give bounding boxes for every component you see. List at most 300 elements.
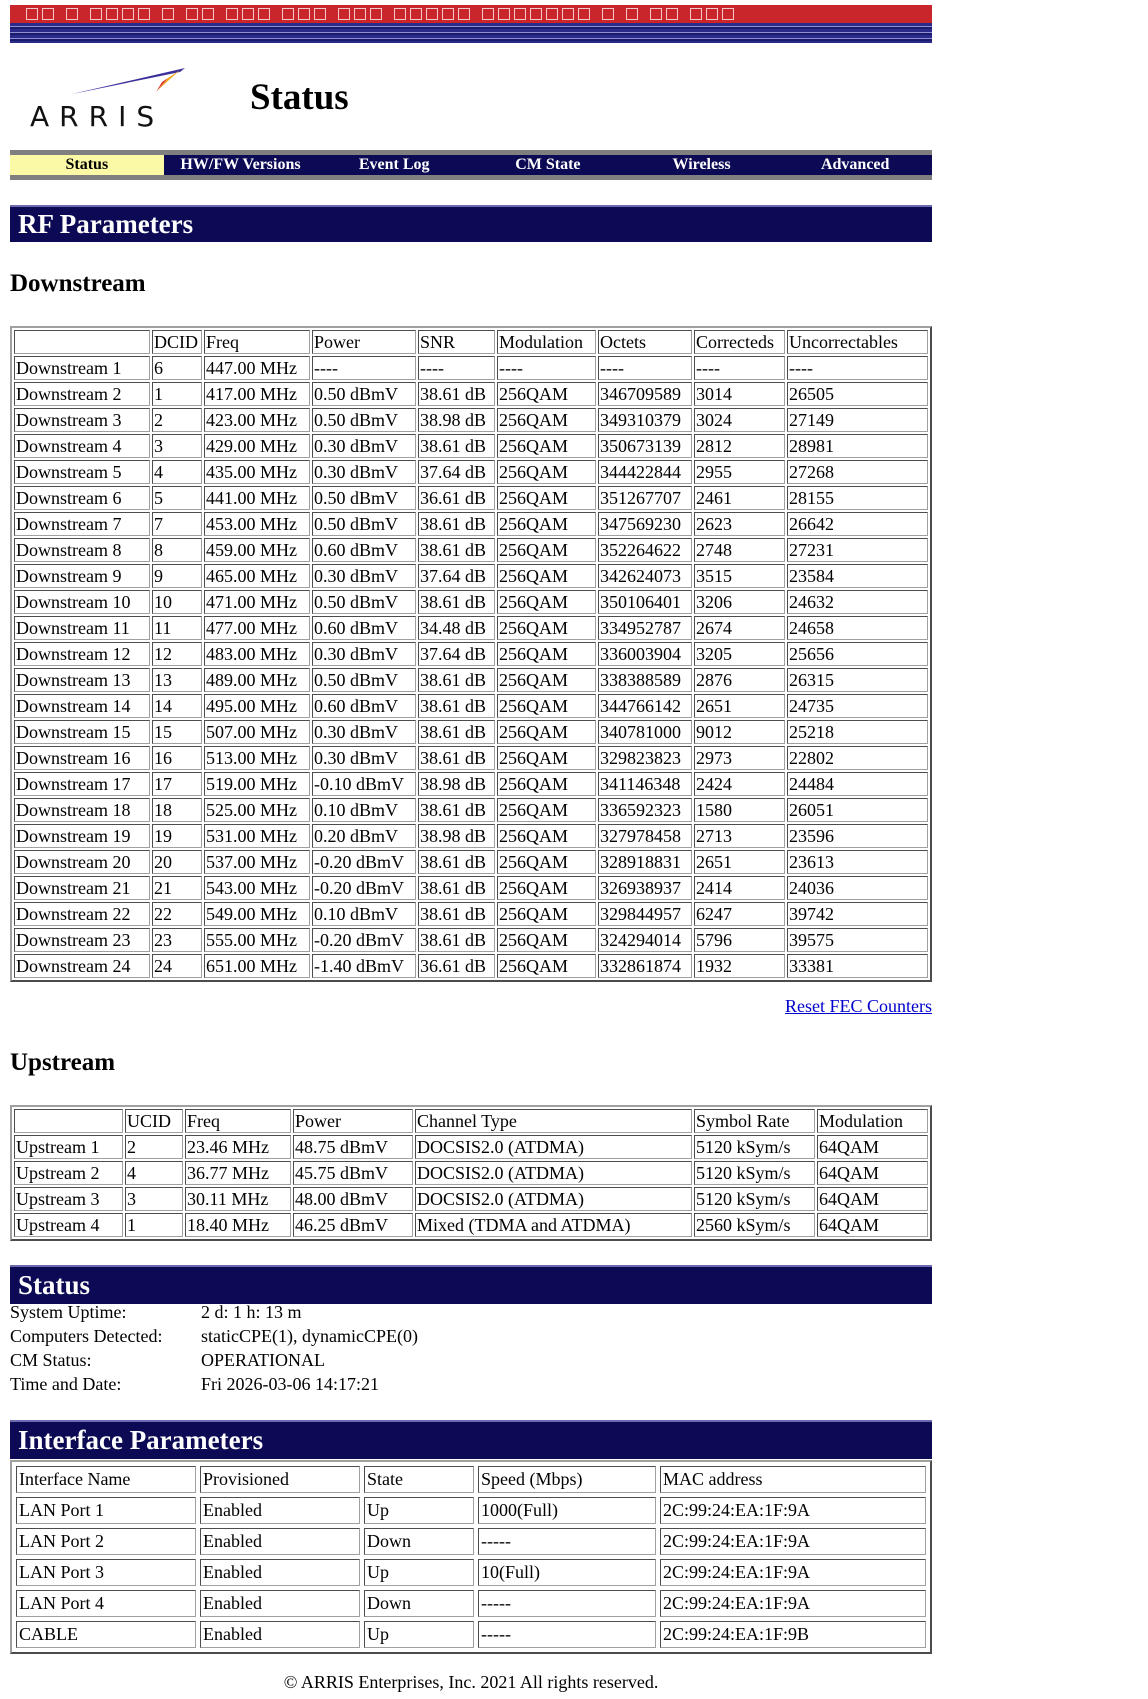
downstream-cell: 435.00 MHz bbox=[204, 460, 310, 484]
banner-square bbox=[162, 8, 174, 20]
table-row bbox=[14, 642, 928, 666]
downstream-cell: 352264622 bbox=[598, 538, 692, 562]
downstream-cell: ---- bbox=[694, 356, 785, 380]
interface-cell: Enabled bbox=[200, 1621, 360, 1648]
downstream-cell: ---- bbox=[497, 356, 596, 380]
upstream-cell: 64QAM bbox=[817, 1187, 928, 1211]
downstream-cell: 256QAM bbox=[497, 824, 596, 848]
downstream-cell: 256QAM bbox=[497, 954, 596, 978]
downstream-cell: 471.00 MHz bbox=[204, 590, 310, 614]
status-label: System Uptime: bbox=[10, 1302, 127, 1322]
upstream-cell: DOCSIS2.0 (ATDMA) bbox=[415, 1187, 692, 1211]
upstream-cell: 5120 kSym/s bbox=[694, 1187, 815, 1211]
downstream-cell: -1.40 dBmV bbox=[312, 954, 416, 978]
downstream-cell: Downstream 3 bbox=[14, 408, 150, 432]
banner-pattern bbox=[10, 5, 932, 23]
banner-square bbox=[26, 8, 38, 20]
upstream-cell: DOCSIS2.0 (ATDMA) bbox=[415, 1161, 692, 1185]
downstream-cell: 417.00 MHz bbox=[204, 382, 310, 406]
downstream-cell: 256QAM bbox=[497, 850, 596, 874]
table-row bbox=[14, 798, 928, 822]
downstream-cell: 24036 bbox=[787, 876, 928, 900]
downstream-cell: 351267707 bbox=[598, 486, 692, 510]
downstream-cell: 0.50 dBmV bbox=[312, 590, 416, 614]
interface-cell: 10(Full) bbox=[478, 1559, 656, 1586]
downstream-cell: Downstream 1 bbox=[14, 356, 150, 380]
downstream-cell: 256QAM bbox=[497, 434, 596, 458]
downstream-heading: Downstream bbox=[10, 270, 146, 297]
downstream-cell: 26051 bbox=[787, 798, 928, 822]
downstream-cell: 37.64 dB bbox=[418, 642, 495, 666]
downstream-cell: 256QAM bbox=[497, 928, 596, 952]
interface-cell: 2C:99:24:EA:1F:9A bbox=[660, 1528, 926, 1555]
downstream-cell: 28981 bbox=[787, 434, 928, 458]
downstream-cell: 6247 bbox=[694, 902, 785, 926]
top-banner bbox=[10, 5, 932, 43]
downstream-cell: 5796 bbox=[694, 928, 785, 952]
upstream-cell: 5120 kSym/s bbox=[694, 1161, 815, 1185]
downstream-cell: 23584 bbox=[787, 564, 928, 588]
downstream-cell: Downstream 9 bbox=[14, 564, 150, 588]
downstream-cell: 24658 bbox=[787, 616, 928, 640]
upstream-cell: Power bbox=[293, 1109, 413, 1133]
downstream-cell: ---- bbox=[787, 356, 928, 380]
downstream-cell: Power bbox=[312, 330, 416, 354]
table-row bbox=[14, 356, 928, 380]
upstream-cell: DOCSIS2.0 (ATDMA) bbox=[415, 1135, 692, 1159]
downstream-cell: 38.61 dB bbox=[418, 798, 495, 822]
downstream-cell: 28155 bbox=[787, 486, 928, 510]
downstream-cell: 519.00 MHz bbox=[204, 772, 310, 796]
interface-cell: Interface Name bbox=[16, 1466, 196, 1493]
downstream-cell: 0.30 dBmV bbox=[312, 564, 416, 588]
downstream-cell: 324294014 bbox=[598, 928, 692, 952]
table-row bbox=[14, 538, 928, 562]
upstream-cell: 64QAM bbox=[817, 1161, 928, 1185]
downstream-cell: 341146348 bbox=[598, 772, 692, 796]
interface-cell: 2C:99:24:EA:1F:9A bbox=[660, 1590, 926, 1617]
table-header-row bbox=[16, 1466, 926, 1493]
table-row bbox=[14, 1135, 928, 1159]
banner-square bbox=[530, 8, 542, 20]
downstream-cell: 15 bbox=[152, 720, 202, 744]
banner-square bbox=[498, 8, 510, 20]
downstream-cell: 16 bbox=[152, 746, 202, 770]
downstream-cell: 344422844 bbox=[598, 460, 692, 484]
interface-cell: MAC address bbox=[660, 1466, 926, 1493]
status-time-date bbox=[10, 1374, 379, 1395]
main-nav bbox=[10, 150, 932, 180]
interface-cell: Enabled bbox=[200, 1497, 360, 1524]
downstream-cell: 23613 bbox=[787, 850, 928, 874]
downstream-cell: 38.98 dB bbox=[418, 772, 495, 796]
downstream-cell: 3024 bbox=[694, 408, 785, 432]
interface-cell: State bbox=[364, 1466, 474, 1493]
tab-hw-fw-versions[interactable]: HW/FW Versions bbox=[180, 156, 301, 173]
downstream-cell: 2812 bbox=[694, 434, 785, 458]
upstream-cell: Upstream 4 bbox=[14, 1213, 123, 1237]
downstream-cell: 349310379 bbox=[598, 408, 692, 432]
downstream-cell: 326938937 bbox=[598, 876, 692, 900]
downstream-cell: 256QAM bbox=[497, 668, 596, 692]
upstream-cell: Upstream 1 bbox=[14, 1135, 123, 1159]
banner-square bbox=[546, 8, 558, 20]
table-row bbox=[14, 486, 928, 510]
downstream-cell: 0.30 dBmV bbox=[312, 746, 416, 770]
table-row bbox=[14, 460, 928, 484]
downstream-cell: 332861874 bbox=[598, 954, 692, 978]
upstream-cell: 5120 kSym/s bbox=[694, 1135, 815, 1159]
banner-square bbox=[514, 8, 526, 20]
downstream-cell: 429.00 MHz bbox=[204, 434, 310, 458]
downstream-cell: 22802 bbox=[787, 746, 928, 770]
upstream-cell: Upstream 3 bbox=[14, 1187, 123, 1211]
downstream-cell: 256QAM bbox=[497, 382, 596, 406]
banner-square bbox=[106, 8, 118, 20]
downstream-cell: 2876 bbox=[694, 668, 785, 692]
status-computers-detected bbox=[10, 1326, 418, 1347]
downstream-cell: Downstream 11 bbox=[14, 616, 150, 640]
downstream-cell: ---- bbox=[312, 356, 416, 380]
page-title: Status bbox=[250, 77, 349, 118]
downstream-cell: 329823823 bbox=[598, 746, 692, 770]
downstream-cell: 531.00 MHz bbox=[204, 824, 310, 848]
table-row bbox=[14, 382, 928, 406]
downstream-cell: 5 bbox=[152, 486, 202, 510]
downstream-cell: 25218 bbox=[787, 720, 928, 744]
downstream-cell: 6 bbox=[152, 356, 202, 380]
downstream-cell: 26315 bbox=[787, 668, 928, 692]
downstream-cell: Downstream 19 bbox=[14, 824, 150, 848]
downstream-cell: -0.20 dBmV bbox=[312, 850, 416, 874]
downstream-cell: 24632 bbox=[787, 590, 928, 614]
downstream-cell: 2414 bbox=[694, 876, 785, 900]
banner-square bbox=[578, 8, 590, 20]
table-row bbox=[16, 1497, 926, 1524]
reset-fec-counters-link[interactable]: Reset FEC Counters bbox=[785, 996, 932, 1016]
upstream-cell: 46.25 dBmV bbox=[293, 1213, 413, 1237]
downstream-cell: Downstream 12 bbox=[14, 642, 150, 666]
downstream-cell: 0.60 dBmV bbox=[312, 538, 416, 562]
downstream-cell: ---- bbox=[598, 356, 692, 380]
banner-square bbox=[66, 8, 78, 20]
downstream-cell: 0.30 dBmV bbox=[312, 720, 416, 744]
table-row bbox=[14, 694, 928, 718]
banner-square bbox=[602, 8, 614, 20]
downstream-cell: 256QAM bbox=[497, 486, 596, 510]
downstream-cell: 24 bbox=[152, 954, 202, 978]
downstream-cell: 27268 bbox=[787, 460, 928, 484]
downstream-cell: 8 bbox=[152, 538, 202, 562]
downstream-cell: 24735 bbox=[787, 694, 928, 718]
status-value: staticCPE(1), dynamicCPE(0) bbox=[201, 1326, 418, 1346]
downstream-cell: 2674 bbox=[694, 616, 785, 640]
banner-square bbox=[706, 8, 718, 20]
upstream-cell: 48.00 dBmV bbox=[293, 1187, 413, 1211]
downstream-cell: 329844957 bbox=[598, 902, 692, 926]
downstream-cell: 39742 bbox=[787, 902, 928, 926]
interface-cell: ----- bbox=[478, 1528, 656, 1555]
downstream-cell: 38.98 dB bbox=[418, 824, 495, 848]
downstream-cell: 0.50 dBmV bbox=[312, 382, 416, 406]
downstream-cell: 36.61 dB bbox=[418, 954, 495, 978]
downstream-cell: Downstream 16 bbox=[14, 746, 150, 770]
downstream-cell: 13 bbox=[152, 668, 202, 692]
downstream-cell: 12 bbox=[152, 642, 202, 666]
status-header: Status bbox=[10, 1265, 932, 1304]
downstream-cell: 256QAM bbox=[497, 694, 596, 718]
downstream-cell: 256QAM bbox=[497, 876, 596, 900]
downstream-cell: 2748 bbox=[694, 538, 785, 562]
downstream-cell: 14 bbox=[152, 694, 202, 718]
downstream-cell: 0.60 dBmV bbox=[312, 694, 416, 718]
banner-square bbox=[690, 8, 702, 20]
downstream-cell: 334952787 bbox=[598, 616, 692, 640]
downstream-cell: 256QAM bbox=[497, 616, 596, 640]
interface-cell: Speed (Mbps) bbox=[478, 1466, 656, 1493]
table-row bbox=[16, 1590, 926, 1617]
banner-square bbox=[562, 8, 574, 20]
interface-cell: 2C:99:24:EA:1F:9A bbox=[660, 1497, 926, 1524]
banner-square bbox=[626, 8, 638, 20]
downstream-cell: 2461 bbox=[694, 486, 785, 510]
downstream-cell: 38.61 dB bbox=[418, 746, 495, 770]
upstream-cell: UCID bbox=[125, 1109, 183, 1133]
table-row bbox=[14, 876, 928, 900]
downstream-cell: 38.61 dB bbox=[418, 434, 495, 458]
table-row bbox=[16, 1559, 926, 1586]
interface-cell: CABLE bbox=[16, 1621, 196, 1648]
table-row bbox=[14, 616, 928, 640]
downstream-cell: -0.10 dBmV bbox=[312, 772, 416, 796]
downstream-cell: -0.20 dBmV bbox=[312, 876, 416, 900]
downstream-cell: 2 bbox=[152, 408, 202, 432]
downstream-cell: 342624073 bbox=[598, 564, 692, 588]
downstream-cell: 25656 bbox=[787, 642, 928, 666]
downstream-cell: 447.00 MHz bbox=[204, 356, 310, 380]
rf-parameters-header: RF Parameters bbox=[10, 205, 932, 242]
downstream-cell: Downstream 4 bbox=[14, 434, 150, 458]
downstream-cell: 0.50 dBmV bbox=[312, 486, 416, 510]
downstream-cell: 19 bbox=[152, 824, 202, 848]
downstream-cell: 4 bbox=[152, 460, 202, 484]
downstream-cell: Downstream 6 bbox=[14, 486, 150, 510]
interface-cell: ----- bbox=[478, 1590, 656, 1617]
status-label: Computers Detected: bbox=[10, 1326, 163, 1346]
downstream-cell: Downstream 22 bbox=[14, 902, 150, 926]
interface-parameters-header: Interface Parameters bbox=[10, 1420, 932, 1459]
downstream-cell: Correcteds bbox=[694, 330, 785, 354]
upstream-heading: Upstream bbox=[10, 1049, 116, 1076]
downstream-cell: 453.00 MHz bbox=[204, 512, 310, 536]
downstream-cell: SNR bbox=[418, 330, 495, 354]
upstream-table bbox=[10, 1105, 932, 1241]
interface-cell: Enabled bbox=[200, 1528, 360, 1555]
banner-square bbox=[186, 8, 198, 20]
banner-square bbox=[138, 8, 150, 20]
interface-cell: ----- bbox=[478, 1621, 656, 1648]
downstream-cell: 507.00 MHz bbox=[204, 720, 310, 744]
downstream-cell: Downstream 18 bbox=[14, 798, 150, 822]
downstream-cell: 3515 bbox=[694, 564, 785, 588]
downstream-cell: 1932 bbox=[694, 954, 785, 978]
downstream-cell: Downstream 10 bbox=[14, 590, 150, 614]
table-row bbox=[14, 720, 928, 744]
downstream-cell: 338388589 bbox=[598, 668, 692, 692]
table-row bbox=[14, 824, 928, 848]
downstream-cell: 38.61 dB bbox=[418, 590, 495, 614]
status-label: CM Status: bbox=[10, 1350, 92, 1370]
tab-event-log[interactable]: Event Log bbox=[358, 156, 430, 173]
downstream-cell: Downstream 7 bbox=[14, 512, 150, 536]
downstream-cell: 23596 bbox=[787, 824, 928, 848]
banner-square bbox=[42, 8, 54, 20]
banner-square bbox=[298, 8, 310, 20]
interface-cell: Down bbox=[364, 1528, 474, 1555]
downstream-cell: 3205 bbox=[694, 642, 785, 666]
table-row bbox=[14, 902, 928, 926]
downstream-cell: ---- bbox=[418, 356, 495, 380]
upstream-cell: 30.11 MHz bbox=[185, 1187, 291, 1211]
downstream-cell: 489.00 MHz bbox=[204, 668, 310, 692]
downstream-cell: 256QAM bbox=[497, 642, 596, 666]
downstream-cell: 477.00 MHz bbox=[204, 616, 310, 640]
downstream-cell: 328918831 bbox=[598, 850, 692, 874]
downstream-cell: Downstream 2 bbox=[14, 382, 150, 406]
table-row bbox=[14, 590, 928, 614]
table-row bbox=[14, 1161, 928, 1185]
downstream-cell: 3 bbox=[152, 434, 202, 458]
interface-cell: LAN Port 3 bbox=[16, 1559, 196, 1586]
interface-cell: Up bbox=[364, 1621, 474, 1648]
upstream-cell: 64QAM bbox=[817, 1213, 928, 1237]
tab-advanced[interactable]: Advanced bbox=[820, 156, 890, 173]
table-header-row bbox=[14, 330, 928, 354]
table-row bbox=[16, 1621, 926, 1648]
downstream-cell: Modulation bbox=[497, 330, 596, 354]
downstream-table bbox=[10, 326, 932, 982]
downstream-cell: 10 bbox=[152, 590, 202, 614]
downstream-cell: 2713 bbox=[694, 824, 785, 848]
banner-square bbox=[722, 8, 734, 20]
downstream-cell: 38.61 dB bbox=[418, 720, 495, 744]
banner-square bbox=[338, 8, 350, 20]
downstream-cell: 26505 bbox=[787, 382, 928, 406]
downstream-cell: 3014 bbox=[694, 382, 785, 406]
downstream-cell: 549.00 MHz bbox=[204, 902, 310, 926]
upstream-cell: 1 bbox=[125, 1213, 183, 1237]
table-row bbox=[14, 746, 928, 770]
downstream-cell: 38.61 dB bbox=[418, 382, 495, 406]
downstream-cell: 256QAM bbox=[497, 720, 596, 744]
upstream-cell: 18.40 MHz bbox=[185, 1213, 291, 1237]
downstream-cell: 37.64 dB bbox=[418, 564, 495, 588]
interface-cell: 1000(Full) bbox=[478, 1497, 656, 1524]
banner-square bbox=[90, 8, 102, 20]
downstream-cell: 256QAM bbox=[497, 460, 596, 484]
upstream-cell: 48.75 dBmV bbox=[293, 1135, 413, 1159]
downstream-cell: 256QAM bbox=[497, 902, 596, 926]
downstream-cell: 9 bbox=[152, 564, 202, 588]
banner-square bbox=[282, 8, 294, 20]
upstream-cell: 64QAM bbox=[817, 1135, 928, 1159]
banner-square bbox=[258, 8, 270, 20]
downstream-cell: 256QAM bbox=[497, 798, 596, 822]
downstream-cell: 346709589 bbox=[598, 382, 692, 406]
downstream-cell: 9012 bbox=[694, 720, 785, 744]
arris-logo bbox=[30, 64, 205, 130]
downstream-cell: Downstream 17 bbox=[14, 772, 150, 796]
downstream-cell: Downstream 20 bbox=[14, 850, 150, 874]
banner-square bbox=[394, 8, 406, 20]
downstream-cell: 256QAM bbox=[497, 408, 596, 432]
downstream-cell: 0.30 dBmV bbox=[312, 460, 416, 484]
copyright-footer: © ARRIS Enterprises, Inc. 2021 All rights reserved. bbox=[283, 1672, 659, 1692]
downstream-cell: 38.61 dB bbox=[418, 876, 495, 900]
upstream-cell: Freq bbox=[185, 1109, 291, 1133]
tab-wireless[interactable]: Wireless bbox=[672, 156, 731, 173]
downstream-cell: 555.00 MHz bbox=[204, 928, 310, 952]
banner-square bbox=[410, 8, 422, 20]
downstream-cell: 38.61 dB bbox=[418, 512, 495, 536]
banner-square bbox=[666, 8, 678, 20]
upstream-cell: 4 bbox=[125, 1161, 183, 1185]
downstream-cell: 38.61 dB bbox=[418, 694, 495, 718]
interface-cell: Provisioned bbox=[200, 1466, 360, 1493]
downstream-cell: 256QAM bbox=[497, 512, 596, 536]
downstream-cell: Downstream 14 bbox=[14, 694, 150, 718]
downstream-cell: Octets bbox=[598, 330, 692, 354]
svg-text:ARRIS: ARRIS bbox=[30, 100, 165, 130]
status-system-uptime bbox=[10, 1302, 302, 1323]
downstream-cell: 38.61 dB bbox=[418, 850, 495, 874]
upstream-cell bbox=[14, 1109, 123, 1133]
banner-square bbox=[202, 8, 214, 20]
downstream-cell: 0.60 dBmV bbox=[312, 616, 416, 640]
upstream-cell: Channel Type bbox=[415, 1109, 692, 1133]
tab-status[interactable]: Status bbox=[10, 155, 164, 175]
downstream-cell: 0.30 dBmV bbox=[312, 434, 416, 458]
downstream-cell: 0.10 dBmV bbox=[312, 798, 416, 822]
status-value: Fri 2026-03-06 14:17:21 bbox=[201, 1374, 379, 1394]
upstream-cell: Modulation bbox=[817, 1109, 928, 1133]
downstream-cell: 350106401 bbox=[598, 590, 692, 614]
upstream-cell: 2560 kSym/s bbox=[694, 1213, 815, 1237]
downstream-cell: 38.61 dB bbox=[418, 538, 495, 562]
downstream-cell: 327978458 bbox=[598, 824, 692, 848]
interface-cell: 2C:99:24:EA:1F:9A bbox=[660, 1559, 926, 1586]
downstream-cell: Downstream 15 bbox=[14, 720, 150, 744]
downstream-cell: 1580 bbox=[694, 798, 785, 822]
upstream-cell: 2 bbox=[125, 1135, 183, 1159]
banner-square bbox=[354, 8, 366, 20]
interface-cell: LAN Port 1 bbox=[16, 1497, 196, 1524]
downstream-cell: 21 bbox=[152, 876, 202, 900]
downstream-cell: 0.30 dBmV bbox=[312, 642, 416, 666]
banner-square bbox=[442, 8, 454, 20]
downstream-cell: 336592323 bbox=[598, 798, 692, 822]
downstream-cell: 38.61 dB bbox=[418, 928, 495, 952]
tab-cm-state[interactable]: CM State bbox=[515, 156, 581, 173]
downstream-cell: 0.50 dBmV bbox=[312, 408, 416, 432]
downstream-cell: 256QAM bbox=[497, 590, 596, 614]
downstream-cell: 256QAM bbox=[497, 538, 596, 562]
downstream-cell: 0.20 dBmV bbox=[312, 824, 416, 848]
upstream-cell: 36.77 MHz bbox=[185, 1161, 291, 1185]
downstream-cell: 513.00 MHz bbox=[204, 746, 310, 770]
downstream-cell: 256QAM bbox=[497, 746, 596, 770]
status-value: OPERATIONAL bbox=[201, 1350, 325, 1370]
